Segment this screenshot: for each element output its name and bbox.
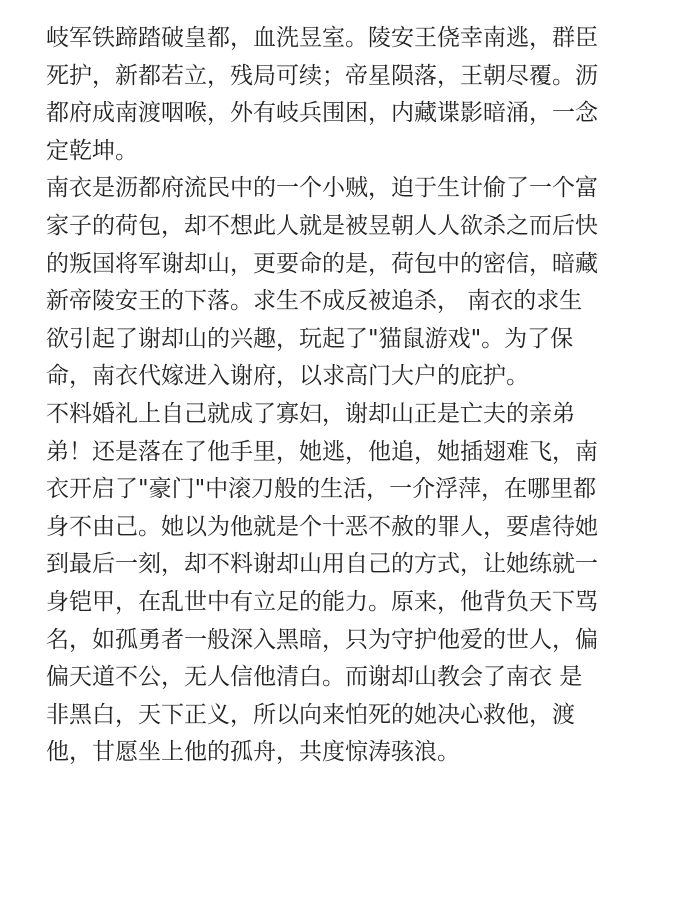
text-line: 南衣是沥都府流民中的一个小贼，迫于生计偷了一个富 xyxy=(46,175,598,202)
text-line: 都府成南渡咽喉，外有岐兵围困，内藏谍影暗涌，一念 xyxy=(46,100,598,127)
paragraph-3 xyxy=(46,396,656,772)
text-line: 定乾坤。 xyxy=(46,137,138,164)
text-line: 偏天道不公，无人信他清白。而谢却山教会了南衣 是 xyxy=(46,664,583,691)
text-line: 岐军铁蹄踏破皇都，血洗昱室。陵安王侥幸南逃，群臣 xyxy=(46,25,598,51)
text-line: 死护，新都若立，残局可续；帝星陨落，王朝尽覆。沥 xyxy=(46,62,598,89)
text-line: 命，南衣代嫁进入谢府，以求高门大户的庇护。 xyxy=(46,363,529,390)
article-body xyxy=(46,20,656,772)
text-line: 名，如孤勇者一般深入黑暗，只为守护他爱的世人，偏 xyxy=(46,626,598,653)
text-line: 不料婚礼上自己就成了寡妇，谢却山正是亡夫的亲弟 xyxy=(46,400,575,427)
text-line: 到最后一刻，却不料谢却山用自己的方式，让她练就一 xyxy=(46,551,598,578)
text-line: 新帝陵安王的下落。求生不成反被追杀， 南衣的求生 xyxy=(46,288,583,315)
text-line: 欲引起了谢却山的兴趣，玩起了"猫鼠游戏"。为了保 xyxy=(46,325,574,352)
text-line: 身铠甲，在乱世中有立足的能力。原来，他背负天下骂 xyxy=(46,588,598,615)
text-line: 他，甘愿坐上他的孤舟，共度惊涛骇浪。 xyxy=(46,739,460,766)
paragraph-1 xyxy=(46,20,656,170)
text-line: 家子的荷包，却不想此人就是被昱朝人人欲杀之而后快 xyxy=(46,212,598,239)
text-line: 的叛国将军谢却山，更要命的是，荷包中的密信，暗藏 xyxy=(46,250,598,277)
text-line: 身不由己。她以为他就是个十恶不赦的罪人，要虐待她 xyxy=(46,513,598,540)
text-line: 非黑白，天下正义，所以向来怕死的她决心救他，渡 xyxy=(46,701,575,728)
paragraph-2 xyxy=(46,170,656,396)
text-line: 弟！还是落在了他手里，她逃，他追，她插翅难飞，南 xyxy=(46,438,598,465)
text-line: 衣开启了"豪门"中滚刀般的生活，一介浮萍，在哪里都 xyxy=(46,476,597,503)
